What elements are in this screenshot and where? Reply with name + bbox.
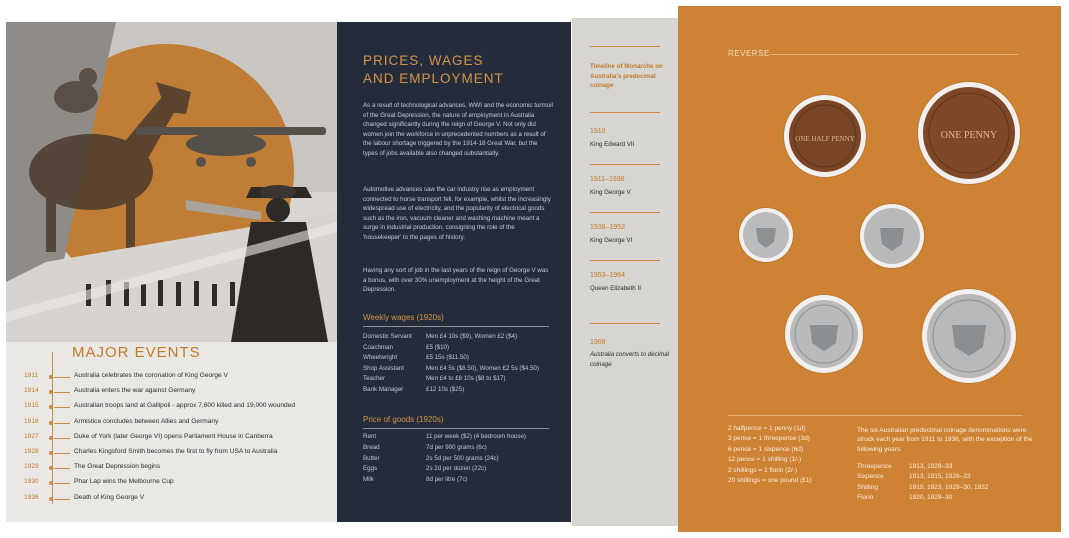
goods-row <box>363 455 563 465</box>
event-text: Armistice concludes between Allies and Germany <box>74 417 219 425</box>
goods-heading: Price of goods (1920s) <box>363 415 444 424</box>
event-row <box>24 463 334 477</box>
wages-rule <box>363 326 549 327</box>
goods-item: Rent <box>363 433 377 440</box>
event-year: 1930 <box>24 478 39 486</box>
event-row <box>24 402 334 416</box>
penny-coin <box>918 82 1020 184</box>
exception-name: Threepence <box>857 463 892 470</box>
goods-row <box>363 444 563 454</box>
event-row <box>24 478 334 492</box>
event-dot <box>49 497 53 501</box>
event-dot <box>49 405 53 409</box>
event-text: Australia celebrates the coronation of King George V <box>74 372 228 379</box>
wage-job: Domestic Servant <box>363 333 412 340</box>
threepence-coin-mount <box>739 208 793 262</box>
monarch-name: King George V <box>590 189 631 196</box>
event-text: Australian troops land at Gallipoli - approx 7,600 killed and 19,000 wounded <box>74 402 296 410</box>
wage-job: Wheelwright <box>363 354 398 362</box>
major-events-title: MAJOR EVENTS <box>72 344 201 361</box>
exception-years: 1913, 1929–33 <box>909 463 953 470</box>
event-row <box>24 494 334 508</box>
event-year: 1929 <box>24 463 39 471</box>
major-events-panel <box>6 22 337 522</box>
florin-coin <box>922 289 1016 383</box>
monarch-years: 1953–1964 <box>590 272 626 279</box>
event-year: 1915 <box>24 402 39 410</box>
exception-row <box>857 494 1027 504</box>
exception-row <box>857 473 1027 483</box>
exception-name: Florin <box>857 494 874 502</box>
event-year: 1936 <box>24 493 39 501</box>
wage-job: Shop Assistant <box>363 364 404 372</box>
event-text: Australia enters the war against Germany <box>74 387 196 395</box>
monarch-years: 1910 <box>590 128 606 135</box>
event-text: Duke of York (later George VI) opens Parliament House in Canberra <box>74 432 273 440</box>
coins-bottom-rule <box>728 415 1023 416</box>
monarch-name: King Edward VII <box>590 141 635 148</box>
goods-item: Milk <box>363 476 374 484</box>
event-tick <box>54 499 70 500</box>
wage-pay: Men £4 10s ($9), Women £2 ($4) <box>426 333 518 340</box>
equivalence-line: 2 shillings = 1 florin (2/-) <box>728 466 798 474</box>
equivalence-line: 2 halfpence = 1 penny (1d) <box>728 425 806 432</box>
goods-rule <box>363 428 549 429</box>
florin-coin-mount <box>922 289 1016 383</box>
event-year: 1911 <box>24 372 39 379</box>
equivalence-line: 20 shillings = one pound (£1) <box>728 477 812 484</box>
wage-pay: £12 10s ($25) <box>426 386 465 393</box>
monarch-name: Queen Elizabeth II <box>590 285 641 292</box>
event-tick <box>54 438 70 439</box>
halfpenny-text: ONE HALF PENNY <box>795 135 855 143</box>
wage-row <box>363 333 563 343</box>
decimal-year: 1966 <box>590 339 606 346</box>
goods-price: 2s 2d per dozen (22c) <box>426 465 487 473</box>
exception-name: Shilling <box>857 483 878 491</box>
goods-price: 2s 5d per 500 grams (24c) <box>426 454 499 462</box>
prices-title <box>363 52 563 88</box>
goods-row <box>363 465 563 475</box>
reverse-label: REVERSE <box>728 49 770 58</box>
monarch-name: King George VI <box>590 237 633 244</box>
event-dot <box>49 451 53 455</box>
event-tick <box>54 377 70 378</box>
monarch-rule <box>590 164 660 165</box>
event-dot <box>49 390 53 394</box>
prices-paragraph-3: Having any sort of job in the last years of the reign of George V was a bonus, with over 30% unemployment at the height of the Great Depression. <box>363 267 549 294</box>
wage-row <box>363 375 563 385</box>
event-text: Death of King George V <box>74 493 145 501</box>
event-row <box>24 433 334 447</box>
event-tick <box>54 453 70 454</box>
sixpence-coin <box>860 204 924 268</box>
wage-pay: Men £4 5s ($8.50), Women £2 5s ($4.50) <box>426 364 540 372</box>
monarchs-rule-final <box>590 323 660 324</box>
threepence-coin <box>739 208 793 262</box>
halfpenny-coin-mount <box>784 95 866 177</box>
event-tick <box>54 407 70 408</box>
penny-text: ONE PENNY <box>940 130 998 141</box>
shilling-coin-mount <box>785 295 863 373</box>
event-tick <box>54 392 70 393</box>
event-text: The Great Depression begins <box>74 463 161 471</box>
event-dot <box>49 375 53 379</box>
exception-years: 1919, 1923, 1929–30, 1932 <box>909 483 989 491</box>
event-year: 1918 <box>24 417 39 425</box>
goods-row <box>363 476 563 486</box>
event-dot <box>49 436 53 440</box>
goods-price: 11 per week ($2) (4 bedroom house) <box>426 433 526 440</box>
goods-item: Butter <box>363 454 380 462</box>
event-text: Phar Lap wins the Melbourne Cup <box>74 478 174 486</box>
prices-paragraph-1: As a result of technological advances, WWI and the economic turmoil of the Great Depression, the nature of employment in Australia changed significantly during the reign of George V. Not only did women join the workforce in unprecedented numbers as a result of the labour shortage triggered by the 1914-18 Great War, but the types of jobs available also changed substantially. <box>363 102 553 157</box>
goods-price: 7d per 900 grams (6c) <box>426 443 487 451</box>
event-dot <box>49 466 53 470</box>
wage-pay: £5 ($10) <box>426 343 450 351</box>
monarchs-title: Timeline of Monarchs on Australia's predecimal coinage <box>590 63 663 89</box>
monarchs-top-rule <box>590 46 660 47</box>
monarch-rule <box>590 212 660 213</box>
monarch-years: 1938–1952 <box>590 224 626 231</box>
monarch-rule <box>590 260 660 261</box>
wage-job: Bank Manager <box>363 386 404 393</box>
reverse-rule <box>770 54 1018 55</box>
event-tick <box>54 483 70 484</box>
equivalence-line: 12 pence = 1 shilling (1/-) <box>728 456 802 464</box>
event-tick <box>54 423 70 424</box>
goods-price: 8d per litre (7c) <box>426 476 468 484</box>
goods-row <box>363 433 563 443</box>
historical-photo-collage <box>6 22 337 342</box>
wage-pay: Men £4 to £8 10s ($8 to $17) <box>426 375 506 383</box>
halfpenny-coin <box>784 95 866 177</box>
exception-row <box>857 484 1027 494</box>
monarch-years: 1911–1936 <box>590 176 625 183</box>
wage-row <box>363 344 563 354</box>
exception-name: Sixpence <box>857 473 884 481</box>
goods-item: Eggs <box>363 465 378 473</box>
exception-years: 1913, 1915, 1926–33 <box>909 473 971 481</box>
event-dot <box>49 421 53 425</box>
wage-row <box>363 386 563 396</box>
wage-pay: £5 15s ($11.50) <box>426 354 469 362</box>
event-tick <box>54 468 70 469</box>
equivalence-line: 6 pence = 1 sixpence (6d) <box>728 445 803 453</box>
exceptions-text: The six Australian predecimal coinage denominations were struck each year from 1911 to 1936, with the exception of the following years: <box>857 427 1033 453</box>
equivalence-line: 3 pence = 1 threepence (3d) <box>728 435 810 443</box>
decimal-text: Australia converts to decimal coinage <box>590 351 670 368</box>
exception-years: 1920, 1929–30 <box>909 494 953 502</box>
prices-paragraph-2: Automotive advances saw the car industry rise as employment connected to horse transport fell, for example, whilst the increasingly widespread use of electricity, and the popularity of electrical goods such as the iron, vacuum cleaner and washing machine meant a surge in industrial production, consigning the role of the 'housekeeper' to the pages of history. <box>363 186 551 241</box>
wage-job: Teacher <box>363 375 386 383</box>
event-row <box>24 418 334 432</box>
wage-row <box>363 365 563 375</box>
event-text: Charles Kingsford Smith becomes the first to fly from USA to Australia <box>74 448 278 455</box>
event-row <box>24 387 334 401</box>
wages-heading: Weekly wages (1920s) <box>363 313 444 322</box>
event-year: 1928 <box>24 448 39 455</box>
prices-title-line2: AND EMPLOYMENT <box>363 71 504 86</box>
exception-row <box>857 463 1027 473</box>
event-dot <box>49 481 53 485</box>
wage-row <box>363 354 563 364</box>
wage-job: Coachman <box>363 343 393 351</box>
penny-coin-mount <box>918 82 1020 184</box>
sixpence-coin-mount <box>860 204 924 268</box>
event-year: 1914 <box>24 387 39 395</box>
monarch-rule <box>590 112 660 113</box>
goods-item: Bread <box>363 443 380 451</box>
prices-title-line1: PRICES, WAGES <box>363 53 484 68</box>
shilling-coin <box>785 295 863 373</box>
event-row <box>24 372 334 386</box>
event-row <box>24 448 334 462</box>
event-year: 1927 <box>24 432 39 440</box>
